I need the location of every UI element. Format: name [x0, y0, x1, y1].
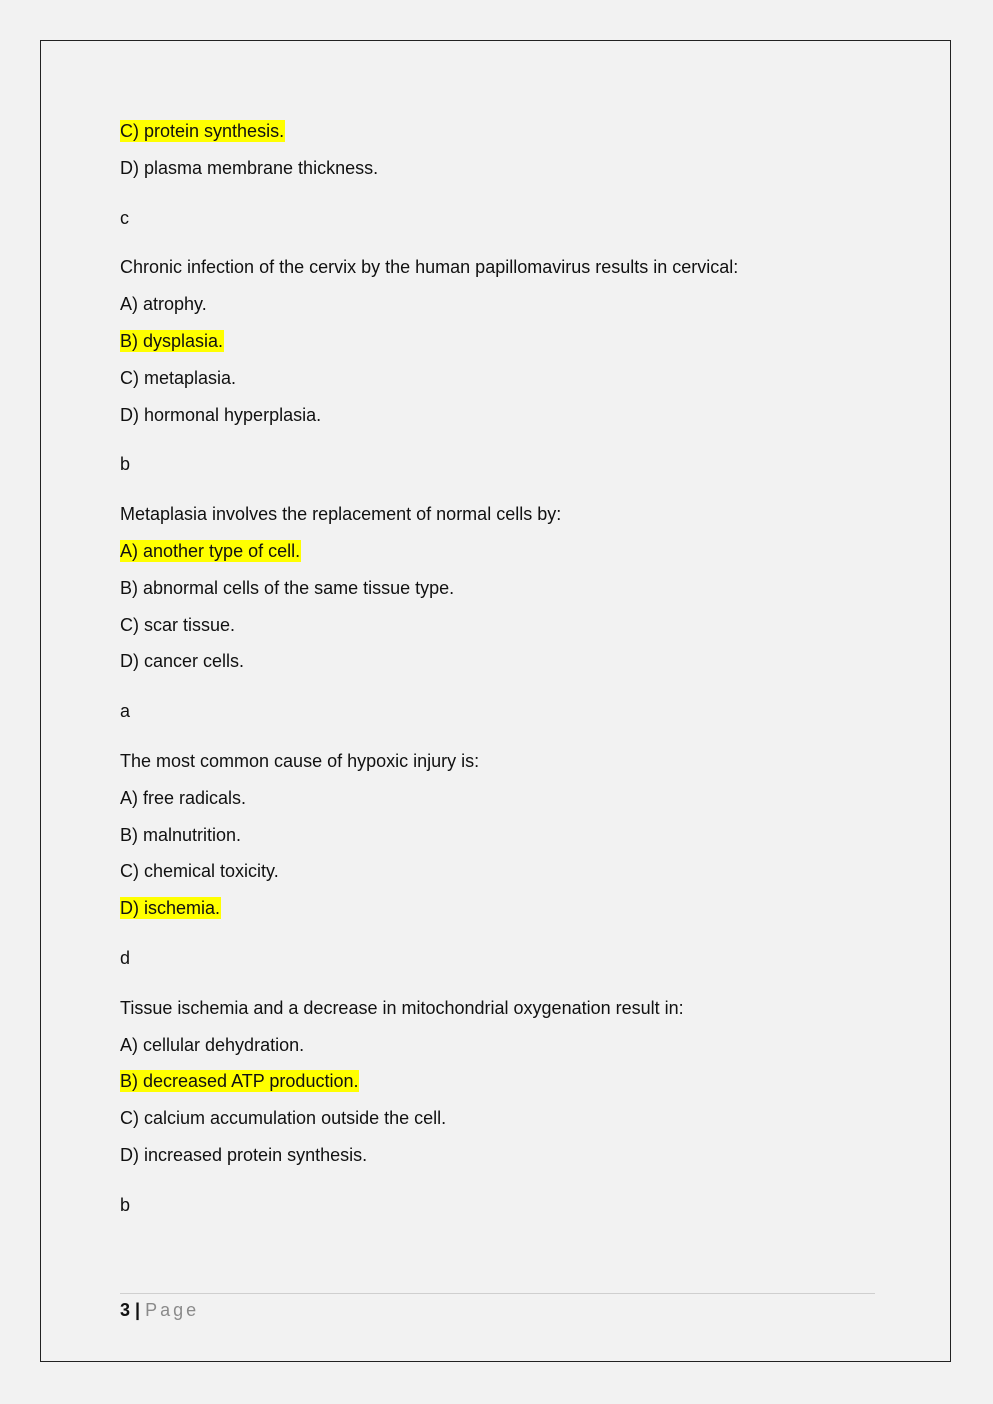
page-footer	[120, 1293, 875, 1322]
option: D) increased protein synthesis.	[120, 1144, 368, 1165]
option: B) abnormal cells of the same tissue type.	[120, 577, 455, 598]
option: A) cellular dehydration.	[120, 1034, 305, 1055]
page-number: 3	[120, 1300, 131, 1320]
option: C) metaplasia.	[120, 367, 237, 388]
option	[120, 895, 875, 921]
option: D) plasma membrane thickness.	[120, 157, 379, 178]
highlighted-correct-option: D) ischemia.	[120, 898, 221, 919]
footer-separator: |	[135, 1300, 141, 1320]
option	[120, 538, 875, 564]
answer-key: b	[120, 1194, 131, 1215]
option: C) scar tissue.	[120, 614, 236, 635]
option	[120, 328, 875, 354]
answer-key: b	[120, 454, 131, 475]
highlighted-correct-option: B) dysplasia.	[120, 330, 224, 351]
highlighted-correct-option: A) another type of cell.	[120, 540, 301, 561]
document-body	[120, 118, 875, 1218]
option: D) cancer cells.	[120, 651, 245, 672]
option: C) calcium accumulation outside the cell.	[120, 1108, 447, 1129]
option: C) chemical toxicity.	[120, 861, 279, 882]
page-label: Page	[145, 1300, 200, 1320]
option: D) hormonal hyperplasia.	[120, 404, 322, 425]
option: B) malnutrition.	[120, 824, 242, 845]
question-text: Tissue ischemia and a decrease in mitochondrial oxygenation result in:	[120, 997, 684, 1018]
question-text: Metaplasia involves the replacement of normal cells by:	[120, 504, 562, 525]
highlighted-correct-option: B) decreased ATP production.	[120, 1071, 359, 1092]
option: A) free radicals.	[120, 787, 247, 808]
option	[120, 1068, 875, 1094]
question-text: Chronic infection of the cervix by the human papillomavirus results in cervical:	[120, 257, 739, 278]
answer-key: c	[120, 207, 129, 228]
answer-key: d	[120, 947, 131, 968]
question-text: The most common cause of hypoxic injury is:	[120, 750, 480, 771]
highlighted-correct-option: C) protein synthesis.	[120, 121, 285, 141]
option	[120, 118, 875, 144]
answer-key: a	[120, 701, 131, 722]
option: A) atrophy.	[120, 294, 207, 315]
